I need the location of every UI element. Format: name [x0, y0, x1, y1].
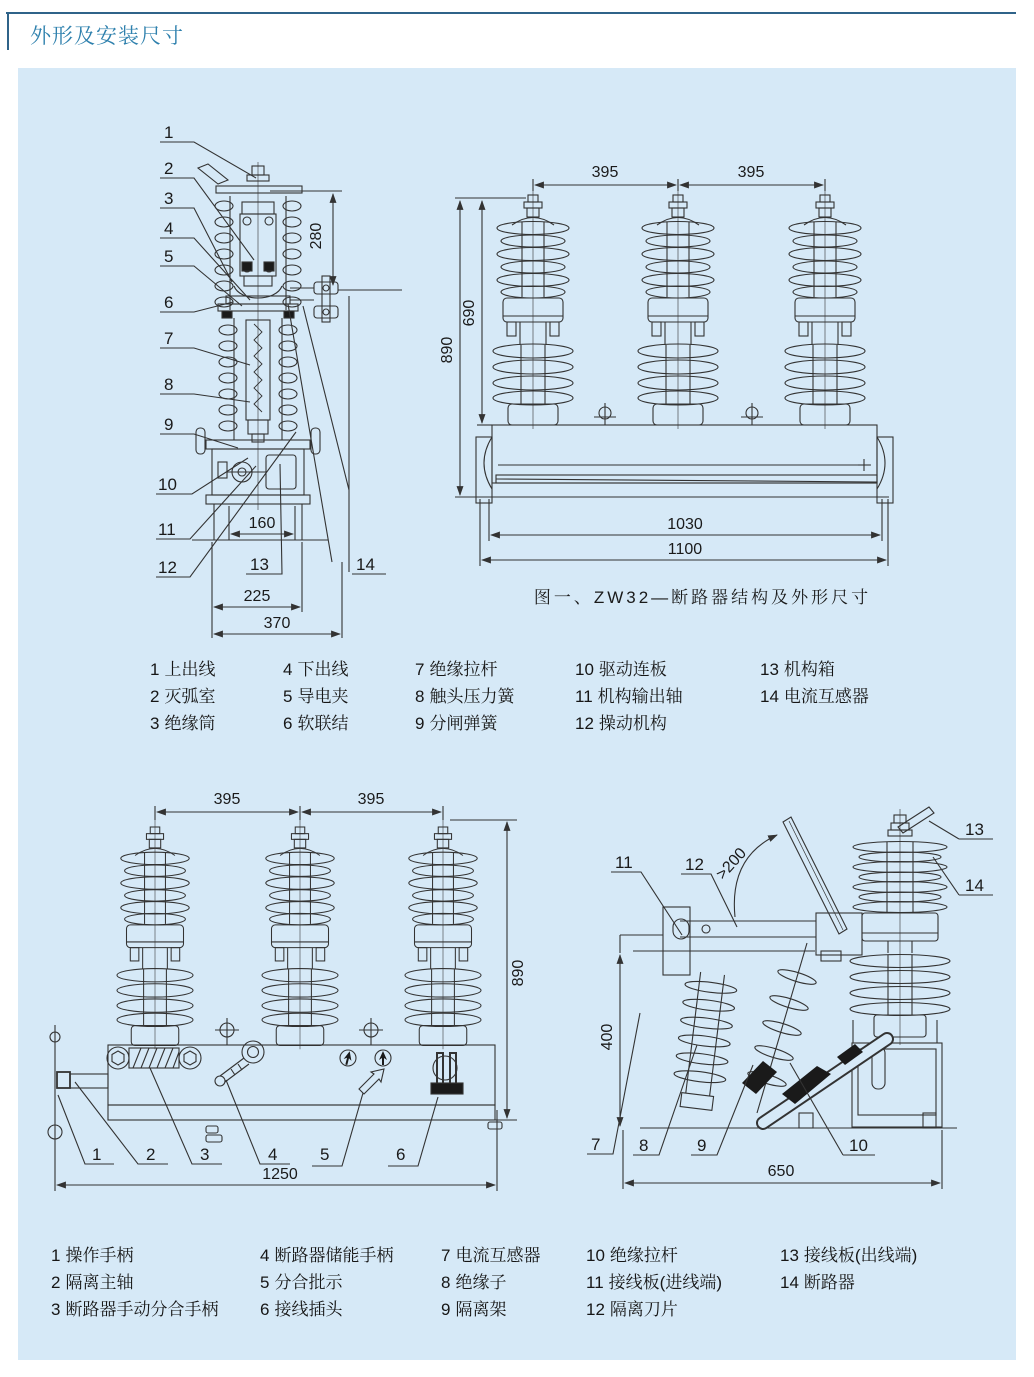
- dim-angle-200: >200: [713, 844, 751, 884]
- figure1-front-view-drawing: [430, 145, 975, 575]
- callout-8: 8: [639, 1136, 649, 1155]
- figure1-legend-col-4: [575, 656, 683, 737]
- callout-14: 14: [356, 555, 375, 574]
- callout-10: 10: [849, 1136, 868, 1155]
- dim-650: 650: [767, 1163, 795, 1180]
- callout-8: 8: [164, 375, 174, 394]
- legend-item: 13 机构箱: [760, 660, 835, 679]
- callout-6: 6: [396, 1145, 406, 1164]
- callout-7: 7: [164, 329, 174, 348]
- figure1-legend-col-3: [415, 656, 514, 737]
- dim-395-right: 395: [357, 791, 385, 808]
- page-title: 外形及安装尺寸: [30, 25, 184, 48]
- legend-item: 10 绝缘拉杆: [586, 1246, 678, 1265]
- dim-890: 890: [439, 336, 456, 364]
- callout-13: 13: [965, 820, 984, 839]
- callout-5: 5: [164, 247, 174, 266]
- callout-1: 1: [164, 123, 174, 142]
- callout-13: 13: [250, 555, 269, 574]
- callout-7: 7: [591, 1135, 601, 1154]
- figure2-legend-col-1: [51, 1242, 218, 1323]
- legend-item: 8 触头压力簧: [415, 687, 515, 706]
- figure1-caption: 图一、ZW32—断路器结构及外形尺寸: [533, 588, 872, 607]
- dim-395-left: 395: [591, 164, 619, 181]
- legend-item: 4 下出线: [283, 660, 349, 679]
- callout-3: 3: [164, 189, 174, 208]
- callout-10: 10: [158, 475, 177, 494]
- callout-4: 4: [268, 1145, 278, 1164]
- legend-item: 9 分闸弹簧: [415, 714, 498, 733]
- figure2-legend-col-4: [586, 1242, 722, 1323]
- legend-item: 1 上出线: [150, 660, 216, 679]
- legend-item: 6 接线插头: [260, 1300, 343, 1319]
- legend-item: 5 导电夹: [283, 687, 349, 706]
- callout-12: 12: [685, 855, 704, 874]
- legend-item: 12 隔离刀片: [586, 1300, 678, 1319]
- dim-280: 280: [308, 222, 325, 250]
- figure2-front-view-drawing: [30, 790, 550, 1200]
- legend-item: 7 电流互感器: [441, 1246, 541, 1265]
- dim-400: 400: [599, 1023, 616, 1051]
- callout-6: 6: [164, 293, 174, 312]
- figure2-side-view-drawing: [585, 795, 1030, 1195]
- callout-11: 11: [615, 853, 633, 872]
- header-top-rule: [6, 12, 1016, 14]
- header-accent-bar: [7, 13, 9, 50]
- figure1-legend-col-5: [760, 656, 869, 710]
- legend-item: 5 分合批示: [260, 1273, 343, 1292]
- callout-11: 11: [158, 520, 176, 539]
- legend-item: 4 断路器储能手柄: [260, 1246, 394, 1265]
- legend-item: 8 绝缘子: [441, 1273, 507, 1292]
- dim-890: 890: [510, 959, 527, 987]
- dim-1030: 1030: [667, 516, 703, 533]
- dim-160: 160: [248, 515, 276, 532]
- callout-9: 9: [697, 1136, 707, 1155]
- legend-item: 1 操作手柄: [51, 1246, 134, 1265]
- figure2-legend-col-3: [441, 1242, 540, 1323]
- dim-1100: 1100: [667, 541, 703, 558]
- dim-1250: 1250: [262, 1166, 298, 1183]
- figure2-legend-col-2: [260, 1242, 393, 1323]
- legend-item: 14 断路器: [780, 1273, 855, 1292]
- callout-12: 12: [158, 558, 177, 577]
- dim-225: 225: [243, 588, 271, 605]
- dim-370: 370: [263, 615, 291, 632]
- dim-690: 690: [461, 299, 478, 327]
- dim-395-right: 395: [737, 164, 765, 181]
- callout-5: 5: [320, 1145, 330, 1164]
- legend-item: 6 软联结: [283, 714, 349, 733]
- figure1-side-view-drawing: [130, 110, 420, 670]
- figure1-legend-col-1: [150, 656, 215, 737]
- legend-item: 13 接线板(出线端): [780, 1246, 918, 1265]
- callout-2: 2: [146, 1145, 156, 1164]
- legend-item: 2 隔离主轴: [51, 1273, 134, 1292]
- callout-4: 4: [164, 219, 174, 238]
- dim-395-left: 395: [213, 791, 241, 808]
- legend-item: 11 接线板(进线端): [586, 1273, 722, 1292]
- callout-3: 3: [200, 1145, 210, 1164]
- legend-item: 3 绝缘筒: [150, 714, 216, 733]
- callout-1: 1: [92, 1145, 102, 1164]
- legend-item: 11 机构输出轴: [575, 687, 683, 706]
- callout-14: 14: [965, 876, 984, 895]
- legend-item: 12 操动机构: [575, 714, 667, 733]
- legend-item: 14 电流互感器: [760, 687, 869, 706]
- legend-item: 10 驱动连板: [575, 660, 667, 679]
- legend-item: 7 绝缘拉杆: [415, 660, 498, 679]
- content-panel: [18, 68, 1016, 1360]
- callout-9: 9: [164, 415, 174, 434]
- callout-2: 2: [164, 159, 174, 178]
- legend-item: 3 断路器手动分合手柄: [51, 1300, 219, 1319]
- legend-item: 2 灭弧室: [150, 687, 216, 706]
- legend-item: 9 隔离架: [441, 1300, 507, 1319]
- figure2-legend-col-5: [780, 1242, 917, 1296]
- figure1-legend-col-2: [283, 656, 348, 737]
